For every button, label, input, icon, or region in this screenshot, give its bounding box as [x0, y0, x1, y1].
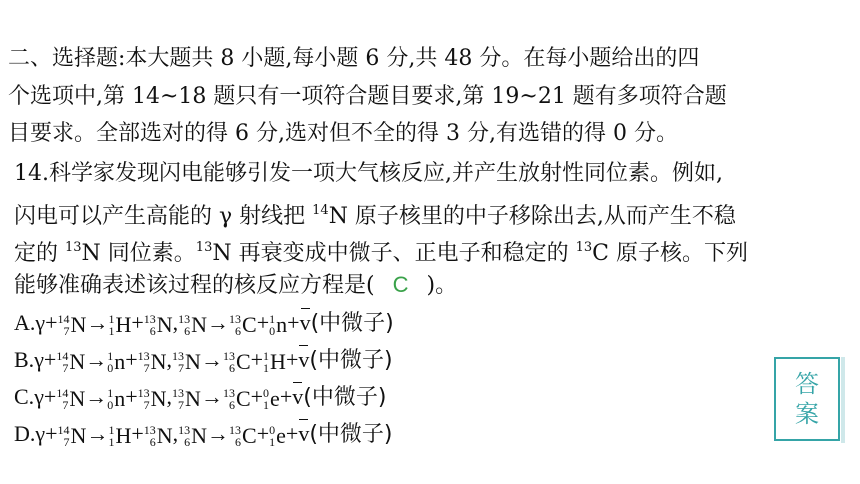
- plus-sign: +: [250, 384, 264, 409]
- comma: ,: [172, 421, 179, 446]
- mass-number: 1: [108, 422, 115, 437]
- atomic-number: 6: [235, 434, 242, 449]
- element-symbol: N: [191, 311, 208, 337]
- atomic-number: 6: [228, 397, 235, 412]
- question-text: N 再衰变成中微子、正电子和稳定的: [212, 241, 576, 266]
- nuclide: [223, 382, 251, 416]
- nuclide: [107, 382, 125, 416]
- element-symbol: N: [156, 422, 173, 448]
- mass-number: 14: [57, 422, 70, 437]
- nuclide: [107, 345, 125, 379]
- answer-button-char-2: 案: [795, 400, 819, 428]
- arrow: →: [207, 310, 230, 335]
- mass-number: 13: [65, 240, 82, 255]
- atomic-number: 0: [107, 397, 114, 412]
- atomic-number: 6: [149, 434, 156, 449]
- answer-button-char-1: 答: [795, 370, 819, 398]
- atomic-number: 7: [63, 323, 70, 338]
- atomic-number: 6: [235, 323, 242, 338]
- atomic-number: 0: [107, 360, 114, 375]
- nuclide: [108, 419, 131, 453]
- mass-number: 1: [107, 385, 114, 400]
- mass-number: 13: [143, 311, 156, 326]
- nuclide: [263, 382, 280, 416]
- arrow: →: [85, 347, 108, 372]
- mass-number: 13: [575, 240, 593, 255]
- question-line-2: [14, 194, 736, 234]
- comma: ,: [172, 310, 179, 335]
- mass-number: 13: [229, 311, 242, 326]
- comma: ,: [166, 384, 173, 409]
- arrow: →: [86, 421, 109, 446]
- instruction-line-1: 二、选择题:本大题共 8 小题,每小题 6 分,共 48 分。在每小题给出的四: [8, 46, 700, 71]
- atomic-number: 1: [108, 434, 115, 449]
- instruction-line-3: 目要求。全部选对的得 6 分,选对但不全的得 3 分,有选错的得 0 分。: [8, 121, 678, 146]
- nuclide: [229, 419, 257, 453]
- neutrino-symbol: v: [300, 306, 311, 340]
- plus-sign: +: [43, 347, 57, 372]
- instruction-line-2: 个选项中,第 14~18 题只有一项符合题目要求,第 19~21 题有多项符合题: [8, 84, 727, 109]
- atomic-number: 7: [178, 397, 185, 412]
- option-d: [14, 417, 393, 453]
- element-symbol: e: [270, 385, 280, 411]
- plus-sign: +: [131, 421, 144, 446]
- mass-number: 1: [269, 311, 276, 326]
- gamma-symbol: γ: [34, 347, 44, 372]
- neutrino-label: (中微子): [310, 311, 394, 336]
- question-line-1: 14.科学家发现闪电能够引发一项大气核反应,并产生放射性同位素。例如,: [14, 161, 723, 186]
- arrow: →: [85, 384, 108, 409]
- mass-number: 13: [172, 385, 185, 400]
- mass-number: 14: [56, 385, 69, 400]
- plus-sign: +: [43, 384, 57, 409]
- mass-number: 13: [137, 348, 150, 363]
- mass-number: 13: [172, 348, 185, 363]
- atomic-number: 7: [143, 360, 150, 375]
- gamma-symbol: γ: [34, 384, 44, 409]
- neutrino-label: (中微子): [303, 385, 387, 410]
- mass-number: 0: [263, 385, 270, 400]
- plus-sign: +: [256, 421, 270, 446]
- arrow: →: [200, 384, 223, 409]
- atomic-number: 6: [149, 323, 156, 338]
- atomic-number: 1: [108, 323, 115, 338]
- plus-sign: +: [125, 384, 138, 409]
- neutrino-label: (中微子): [309, 422, 393, 447]
- answer-button[interactable]: [774, 357, 840, 441]
- plus-sign: +: [285, 347, 299, 372]
- atomic-number: 6: [184, 323, 191, 338]
- neutrino-symbol: v: [298, 417, 309, 451]
- plus-sign: +: [279, 384, 293, 409]
- neutrino-symbol: v: [298, 343, 309, 377]
- mass-number: 13: [195, 240, 213, 255]
- question-text: 定的: [14, 241, 65, 266]
- mass-number: 13: [178, 422, 191, 437]
- plus-sign: +: [250, 347, 264, 372]
- nuclide: [138, 382, 167, 416]
- atomic-number: 1: [269, 434, 276, 449]
- option-label: D.: [14, 421, 36, 446]
- element-symbol: N: [185, 348, 201, 374]
- atomic-number: 6: [184, 434, 191, 449]
- mass-number: 13: [137, 385, 150, 400]
- question-line-4: [14, 268, 457, 303]
- plus-sign: +: [45, 421, 58, 446]
- nuclide: [58, 419, 87, 453]
- mass-number: 1: [107, 348, 114, 363]
- answer-mark: C: [392, 272, 409, 297]
- plus-sign: +: [125, 347, 138, 372]
- neutrino-symbol: v: [292, 380, 303, 414]
- element-symbol: N: [70, 422, 87, 448]
- nuclide: [263, 345, 286, 379]
- nuclide: [178, 308, 207, 342]
- element-symbol: N: [185, 385, 201, 411]
- atomic-number: 7: [63, 434, 70, 449]
- neutrino-label: (中微子): [309, 348, 393, 373]
- element-symbol: C: [235, 348, 251, 374]
- question-text: N 同位素。: [81, 241, 196, 266]
- arrow: →: [207, 421, 230, 446]
- plus-sign: +: [45, 310, 58, 335]
- arrow: →: [200, 347, 223, 372]
- atomic-number: 7: [62, 360, 69, 375]
- nuclide: [269, 419, 286, 453]
- element-symbol: e: [276, 422, 286, 448]
- option-a: [14, 306, 394, 342]
- element-symbol: N: [191, 422, 208, 448]
- element-symbol: N: [156, 311, 173, 337]
- nuclide: [144, 419, 173, 453]
- plus-sign: +: [256, 310, 270, 335]
- nuclide: [108, 308, 131, 342]
- mass-number: 13: [222, 385, 235, 400]
- element-symbol: N: [150, 385, 167, 411]
- nuclide: [269, 308, 287, 342]
- atomic-number: 1: [263, 397, 270, 412]
- gamma-symbol: γ: [35, 421, 46, 446]
- option-label: A.: [14, 310, 36, 335]
- element-symbol: C: [242, 311, 257, 337]
- nuclide: [172, 345, 201, 379]
- comma: ,: [166, 347, 173, 372]
- mass-number: 0: [269, 422, 276, 437]
- element-symbol: C: [242, 422, 257, 448]
- element-symbol: n: [276, 311, 288, 337]
- atomic-number: 6: [228, 360, 235, 375]
- question-text: N 原子核里的中子移除出去,从而产生不稳: [328, 204, 736, 229]
- mass-number: 13: [143, 422, 156, 437]
- element-symbol: H: [115, 311, 132, 337]
- option-label: C.: [14, 384, 35, 409]
- option-c: [14, 380, 386, 416]
- arrow: →: [86, 310, 109, 335]
- element-symbol: N: [70, 311, 87, 337]
- plus-sign: +: [287, 310, 300, 335]
- atomic-number: 0: [269, 323, 276, 338]
- nuclide: [229, 308, 257, 342]
- gamma-symbol: γ: [35, 310, 46, 335]
- nuclide: [56, 382, 85, 416]
- mass-number: 14: [57, 311, 70, 326]
- element-symbol: N: [150, 348, 167, 374]
- nuclide: [223, 345, 251, 379]
- nuclide: [56, 345, 85, 379]
- plus-sign: +: [285, 421, 299, 446]
- nuclide: [58, 308, 87, 342]
- element-symbol: N: [69, 385, 86, 411]
- element-symbol: C: [235, 385, 251, 411]
- mass-number: 1: [108, 311, 115, 326]
- nuclide: [138, 345, 167, 379]
- question-text: 闪电可以产生高能的 γ 射线把: [14, 204, 313, 229]
- element-symbol: n: [114, 385, 126, 411]
- option-b: [14, 343, 393, 379]
- atomic-number: 7: [143, 397, 150, 412]
- element-symbol: H: [270, 348, 286, 374]
- atomic-number: 7: [178, 360, 185, 375]
- question-text: )。: [426, 273, 458, 298]
- question-line-3: [14, 231, 748, 271]
- mass-number: 1: [263, 348, 270, 363]
- mass-number: 14: [312, 203, 329, 218]
- question-text: C 原子核。下列: [592, 241, 748, 266]
- nuclide: [178, 419, 207, 453]
- question-text: 能够准确表述该过程的核反应方程是(: [14, 273, 375, 298]
- atomic-number: 1: [263, 360, 270, 375]
- mass-number: 14: [56, 348, 69, 363]
- atomic-number: 7: [62, 397, 69, 412]
- nuclide: [172, 382, 201, 416]
- element-symbol: H: [115, 422, 132, 448]
- option-label: B.: [14, 347, 35, 372]
- mass-number: 13: [229, 422, 242, 437]
- plus-sign: +: [131, 310, 144, 335]
- mass-number: 13: [178, 311, 191, 326]
- nuclide: [144, 308, 173, 342]
- element-symbol: n: [114, 348, 126, 374]
- mass-number: 13: [222, 348, 235, 363]
- element-symbol: N: [69, 348, 86, 374]
